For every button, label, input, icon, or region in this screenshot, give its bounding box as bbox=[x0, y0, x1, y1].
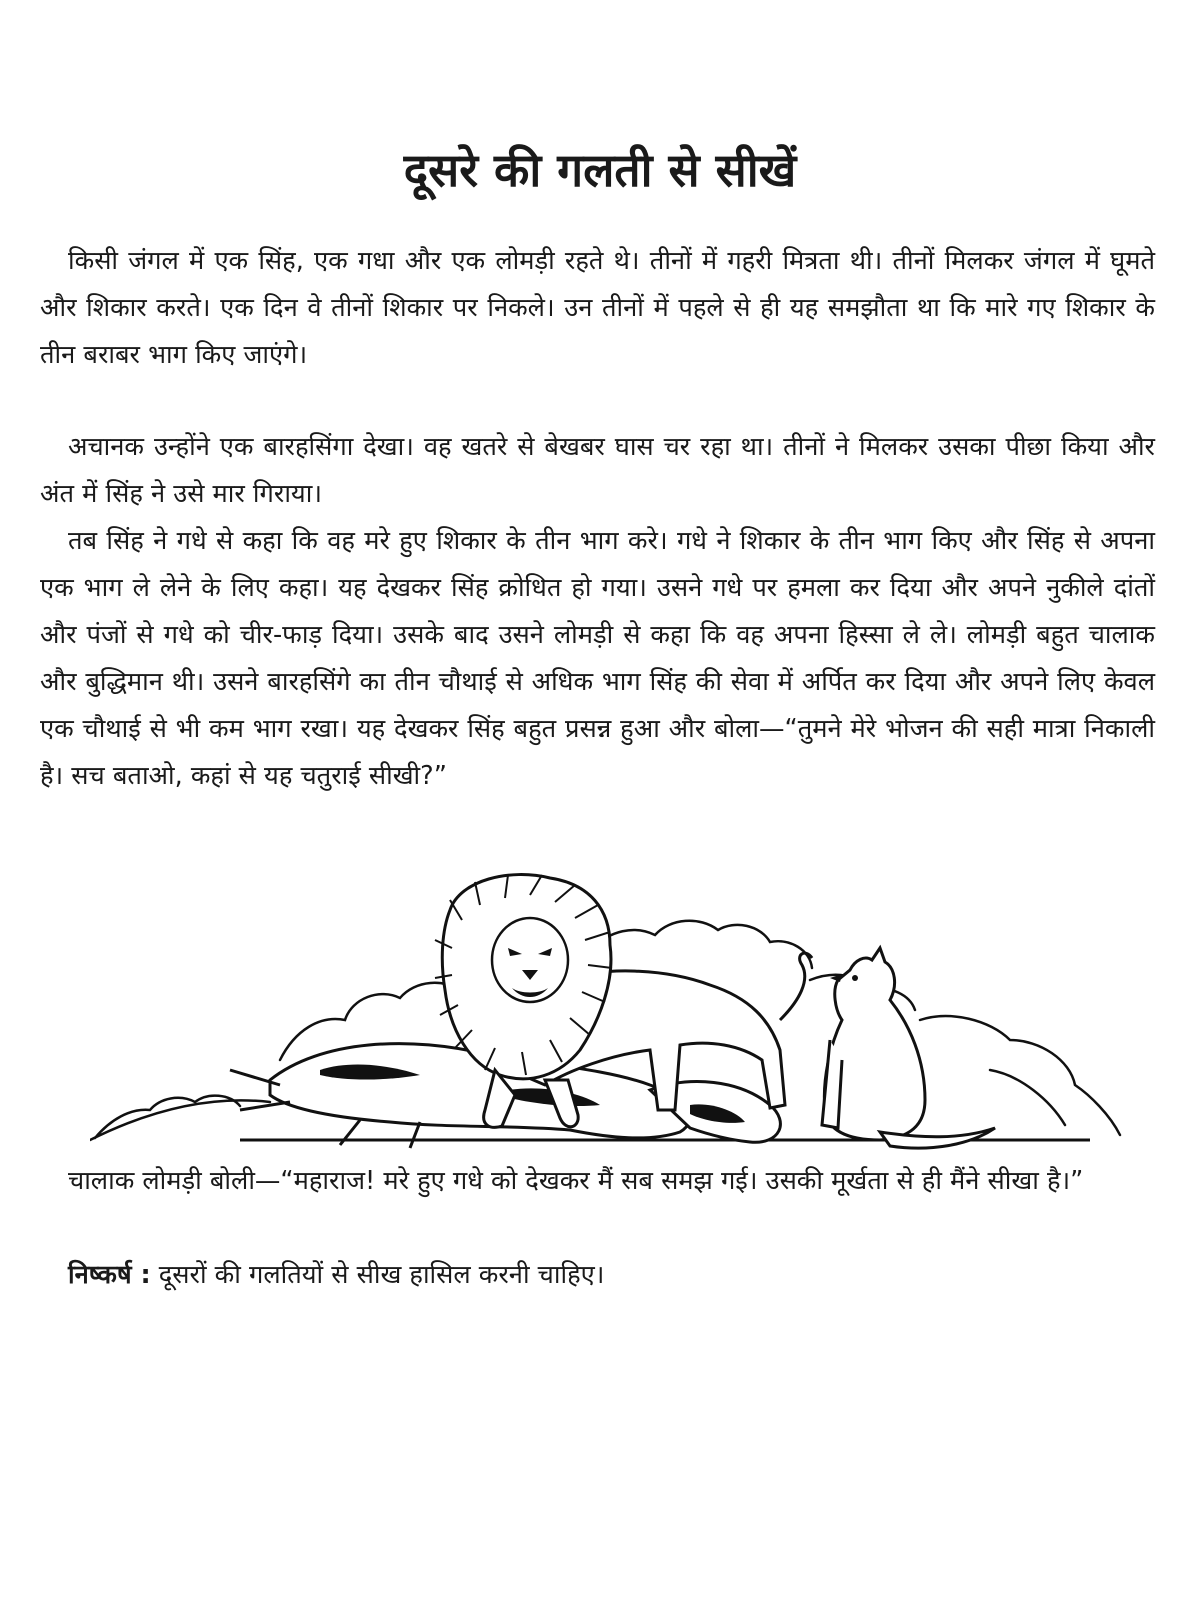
paragraph-3: तब सिंह ने गधे से कहा कि वह मरे हुए शिकार के तीन भाग करे। गधे ने शिकार के तीन भाग किए और सिंह से अपना एक भाग ले लेने के लिए कहा। यह देखकर सिंह क्रोधित हो गया। उसने गधे पर हमला कर दिया और अपने नुकीले दांतों और पंजों से गधे को चीर-फाड़ दिया। उसके बाद उसने लोमड़ी से कहा कि वह अपना हिस्सा ले ले। लोमड़ी बहुत चालाक और बुद्धिमान थी। उसने बारहसिंगे का तीन चौथाई से अधिक भाग सिंह की सेवा में अर्पित कर दिया और अपने लिए केवल एक चौथाई से भी कम भाग रखा। यह देखकर सिंह बहुत प्रसन्न हुआ और बोला—“तुमने मेरे भोजन की सही मात्रा निकाली है। सच बताओ, कहां से यह चतुराई सीखी?” bbox=[40, 526, 1155, 791]
lion-fox-donkey-illustration bbox=[90, 870, 1130, 1150]
paragraph-2: अचानक उन्होंने एक बारहसिंगा देखा। वह खतरे से बेखबर घास चर रहा था। तीनों ने मिलकर उसका पीछा किया और अंत में सिंह ने उसे मार गिराया। bbox=[40, 432, 1155, 509]
moral-line bbox=[68, 1252, 1158, 1299]
paragraph-4: चालाक लोमड़ी बोली—“महाराज! मरे हुए गधे को देखकर मैं सब समझ गई। उसकी मूर्खता से ही मैंने सीखा है।” bbox=[68, 1166, 1084, 1196]
paragraph-1: किसी जंगल में एक सिंह, एक गधा और एक लोमड़ी रहते थे। तीनों में गहरी मित्रता थी। तीनों मिलकर जंगल में घूमते और शिकार करते। एक दिन वे तीनों शिकार पर निकले। उन तीनों में पहले से ही यह समझौता था कि मारे गए शिकार के तीन बराबर भाग किए जाएंगे। bbox=[40, 246, 1155, 370]
moral-label: निष्कर्ष : bbox=[68, 1260, 151, 1290]
moral-text: दूसरों की गलतियों से सीख हासिल करनी चाहिए। bbox=[158, 1260, 605, 1290]
story-title: दूसरे की गलती से सीखें bbox=[403, 143, 797, 197]
